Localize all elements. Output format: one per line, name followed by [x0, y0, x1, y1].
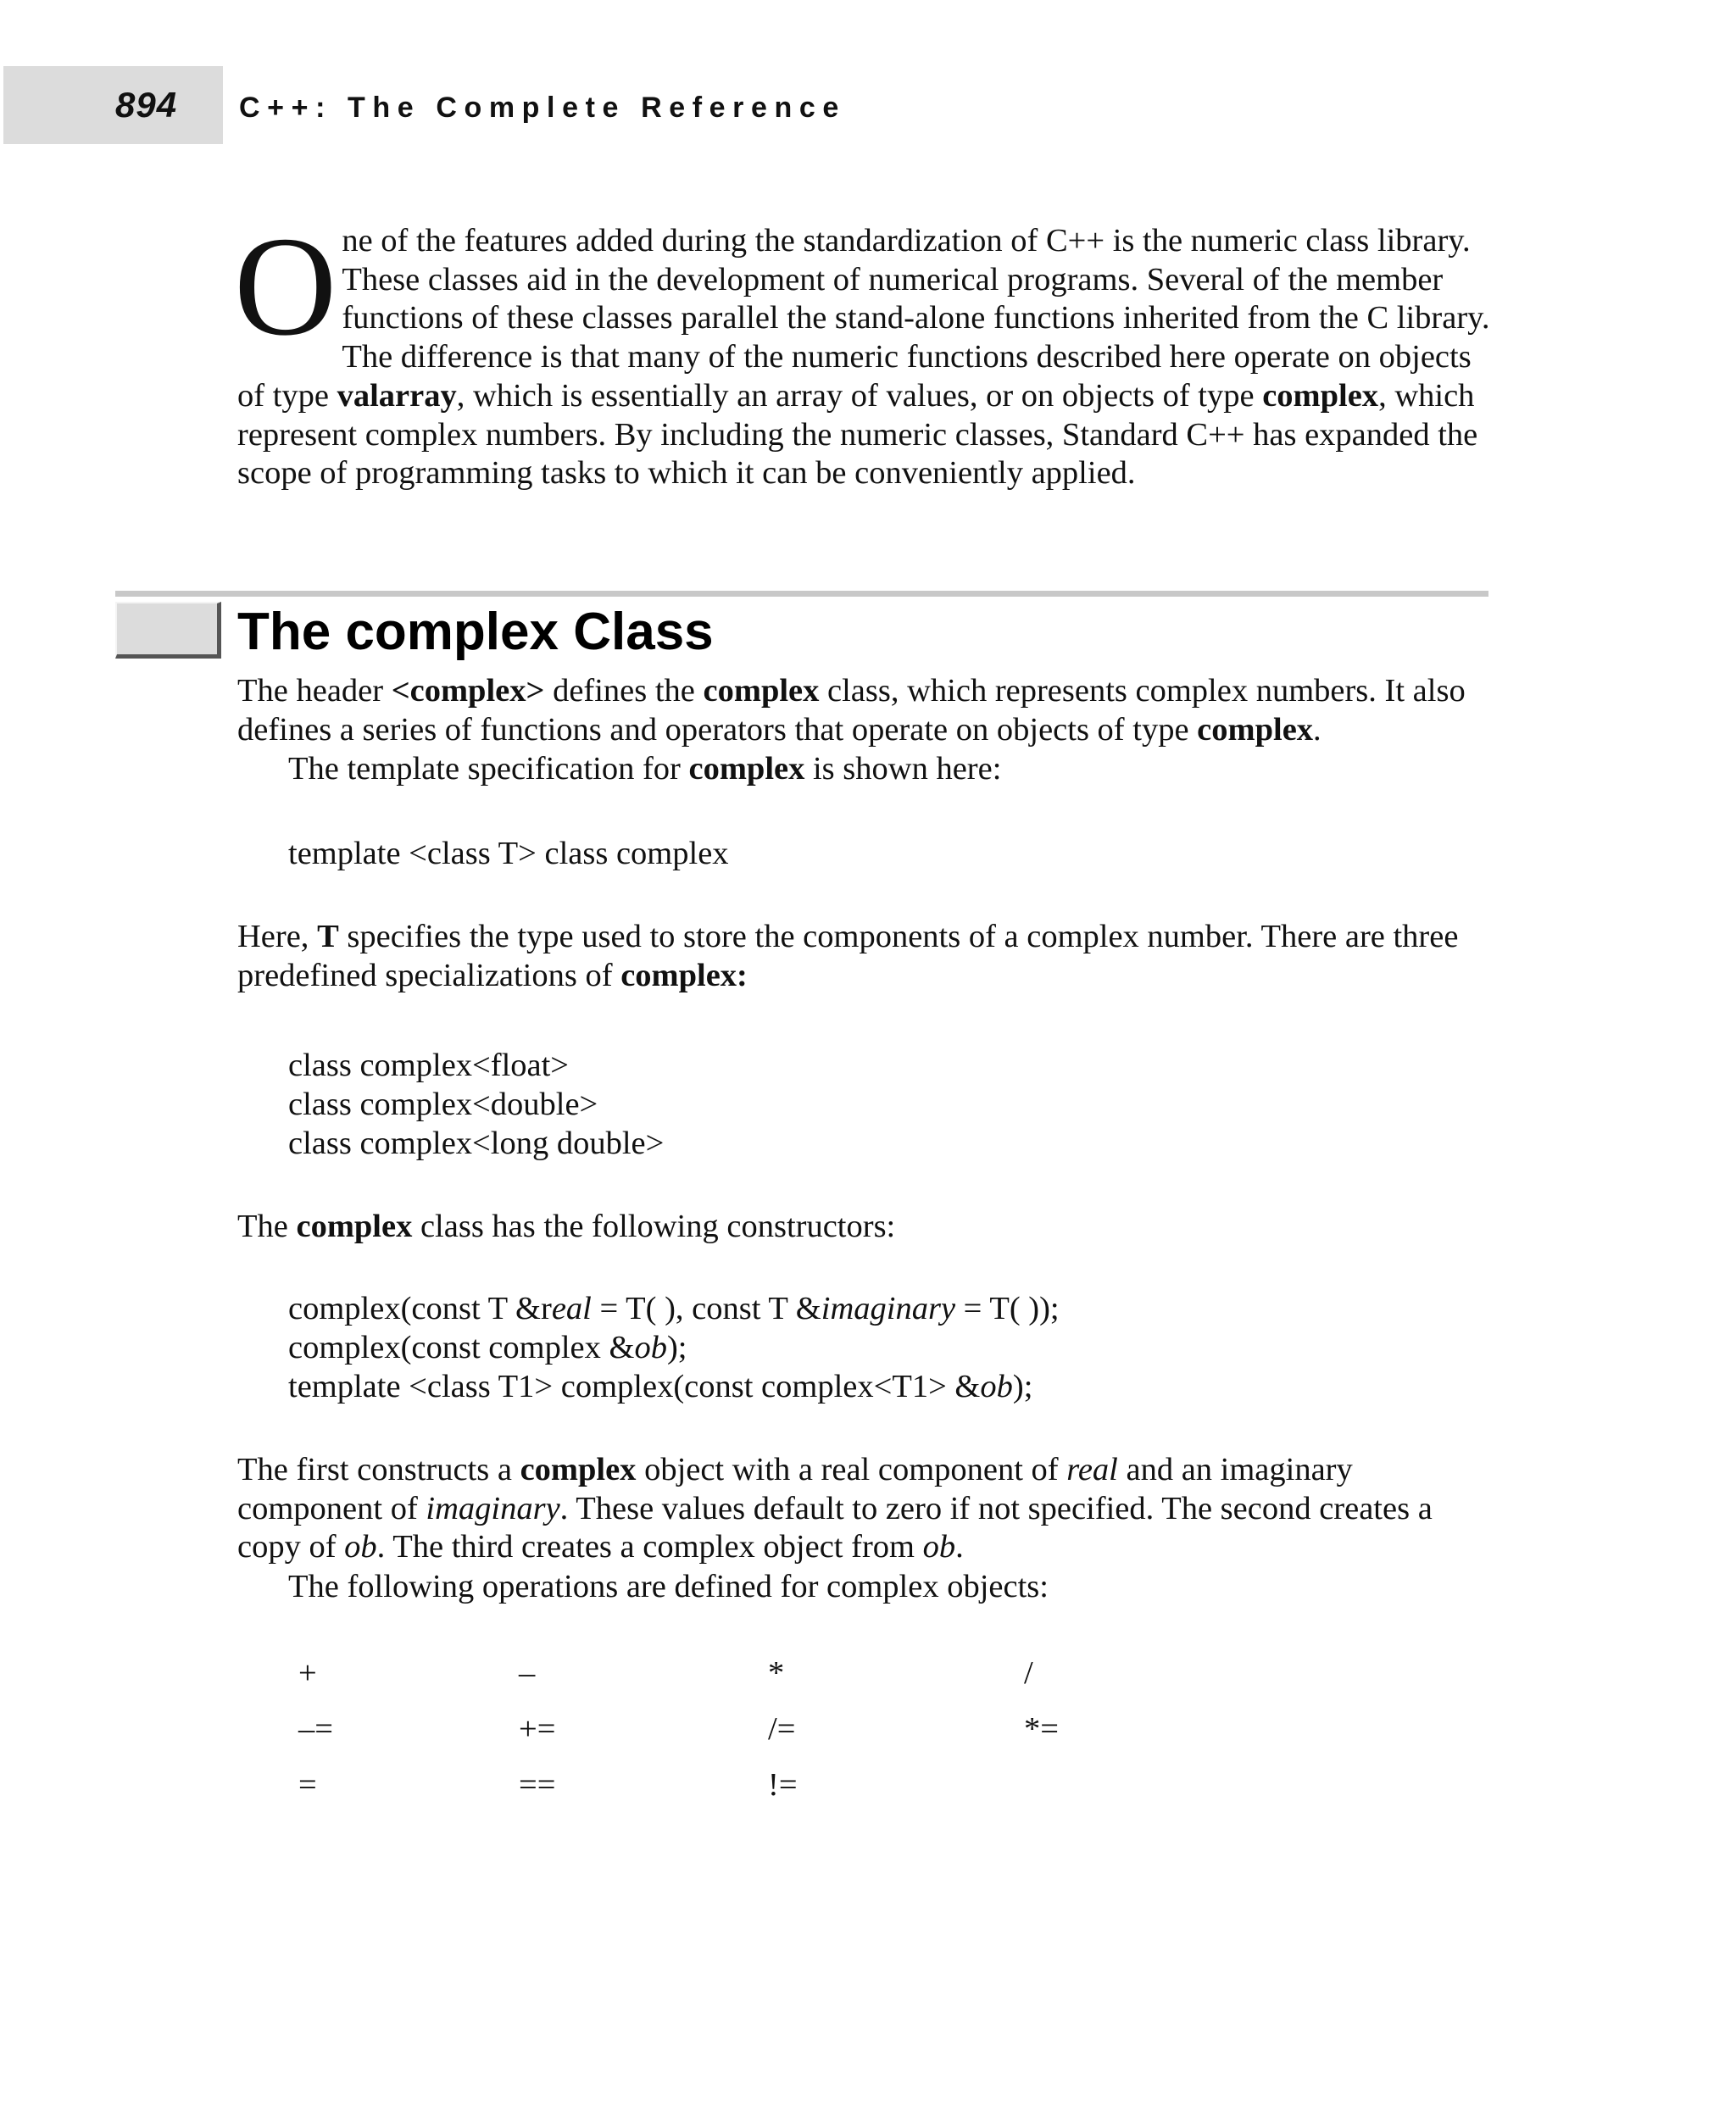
text: template <class T1> complex(const complex<T1> &	[288, 1369, 981, 1404]
page-number: 894	[115, 85, 178, 125]
bold-text: <complex>	[391, 673, 545, 709]
bold-text: complex	[296, 1209, 413, 1244]
operator: /	[1024, 1655, 1033, 1691]
italic-text: imaginary	[426, 1490, 560, 1526]
bold-text: complex	[520, 1452, 637, 1487]
italic-text: imaginary	[821, 1291, 956, 1326]
drop-cap: O	[234, 208, 337, 365]
bold-text: complex	[1197, 711, 1314, 748]
bold-text: T	[317, 919, 339, 954]
running-head: C++: The Complete Reference	[239, 92, 846, 124]
intro-text-1: ne of the features added during the standardization of C++ is the numeric class library. These classes aid in the development of numerical programs. Several of the member functions of these classes parallel the stand-alone functions inherited from the C library. The difference is that many of the numeric functions described here operate on objects of type	[237, 223, 1490, 414]
code-specialization-float: class complex<float>	[288, 1048, 570, 1083]
text: and an imaginary component of	[237, 1452, 1353, 1526]
text: The header	[237, 673, 392, 709]
code-specialization-long-double: class complex<long double>	[288, 1126, 665, 1161]
intro-bold-complex: complex	[1262, 377, 1379, 414]
text: complex(const complex &	[288, 1330, 635, 1365]
text: specifies the type used to store the components of a complex number. There are three predefined specializations of	[237, 919, 1459, 993]
intro-text-2: , which is essentially an array of values, or on objects of type	[456, 377, 1263, 414]
code-constructor-3	[288, 1368, 1032, 1407]
intro-text-3: , which represent complex numbers. By including the numeric classes, Standard C++ has expanded the scope of programming tasks to which it can be conveniently applied.	[237, 377, 1478, 492]
text: class, which represents complex numbers. It also defines a series of functions and operators that operate on objects of type	[237, 673, 1466, 748]
italic-text: eal	[551, 1291, 592, 1326]
text: );	[666, 1330, 687, 1365]
paragraph-constructor-explanation	[237, 1451, 1492, 1567]
paragraph-constructors	[237, 1208, 1492, 1247]
code-constructor-1	[288, 1290, 1060, 1329]
text: .	[1313, 711, 1321, 748]
text: The template specification for	[288, 751, 689, 787]
text: The	[237, 1209, 297, 1244]
text: Here,	[237, 919, 318, 954]
italic-text: ob	[980, 1369, 1013, 1404]
bold-text: complex:	[620, 957, 748, 993]
code-template: template <class T> class complex	[288, 836, 729, 871]
text: = T( ), const T &	[591, 1291, 821, 1326]
text: defines the	[544, 673, 704, 709]
paragraph-specializations	[237, 918, 1492, 995]
code-constructor-2	[288, 1329, 687, 1368]
paragraph-header-intro	[237, 672, 1492, 749]
text: . The third creates a complex object from	[376, 1529, 923, 1565]
page-number-box	[3, 66, 223, 144]
operator: *	[768, 1655, 785, 1691]
text: The first constructs a	[237, 1452, 520, 1487]
italic-text: ob	[634, 1330, 667, 1365]
operator: +=	[519, 1711, 556, 1747]
italic-text: ob	[344, 1529, 377, 1565]
operator: /=	[768, 1711, 796, 1747]
paragraph-template-spec	[288, 750, 1543, 789]
section-marker	[115, 602, 221, 659]
section-title: The complex Class	[237, 603, 714, 661]
code-specialization-double: class complex<double>	[288, 1087, 598, 1122]
operator: *=	[1024, 1711, 1059, 1747]
text: class has the following constructors:	[412, 1209, 896, 1244]
text: = T( ));	[955, 1291, 1060, 1326]
intro-bold-valarray: valarray	[337, 377, 457, 414]
section-rule	[115, 591, 1488, 597]
operator: –	[519, 1655, 536, 1691]
operator: +	[298, 1655, 317, 1691]
operator: –=	[298, 1711, 333, 1747]
text: object with a real component of	[636, 1452, 1067, 1487]
paragraph-operations: The following operations are defined for complex objects:	[288, 1569, 1049, 1604]
text: );	[1012, 1369, 1033, 1404]
operator: =	[298, 1767, 317, 1803]
text: .	[955, 1529, 964, 1565]
operator: ==	[519, 1767, 556, 1803]
text: is shown here:	[804, 751, 1002, 787]
italic-text: real	[1066, 1452, 1118, 1487]
italic-text: ob	[922, 1529, 956, 1565]
text: . These values default to zero if not specified. The second creates a copy of	[237, 1490, 1433, 1565]
text: complex(const T &r	[288, 1291, 552, 1326]
bold-text: complex	[703, 673, 820, 709]
bold-text: complex	[688, 751, 805, 787]
intro-paragraph	[234, 208, 1492, 493]
operator: !=	[768, 1767, 798, 1803]
